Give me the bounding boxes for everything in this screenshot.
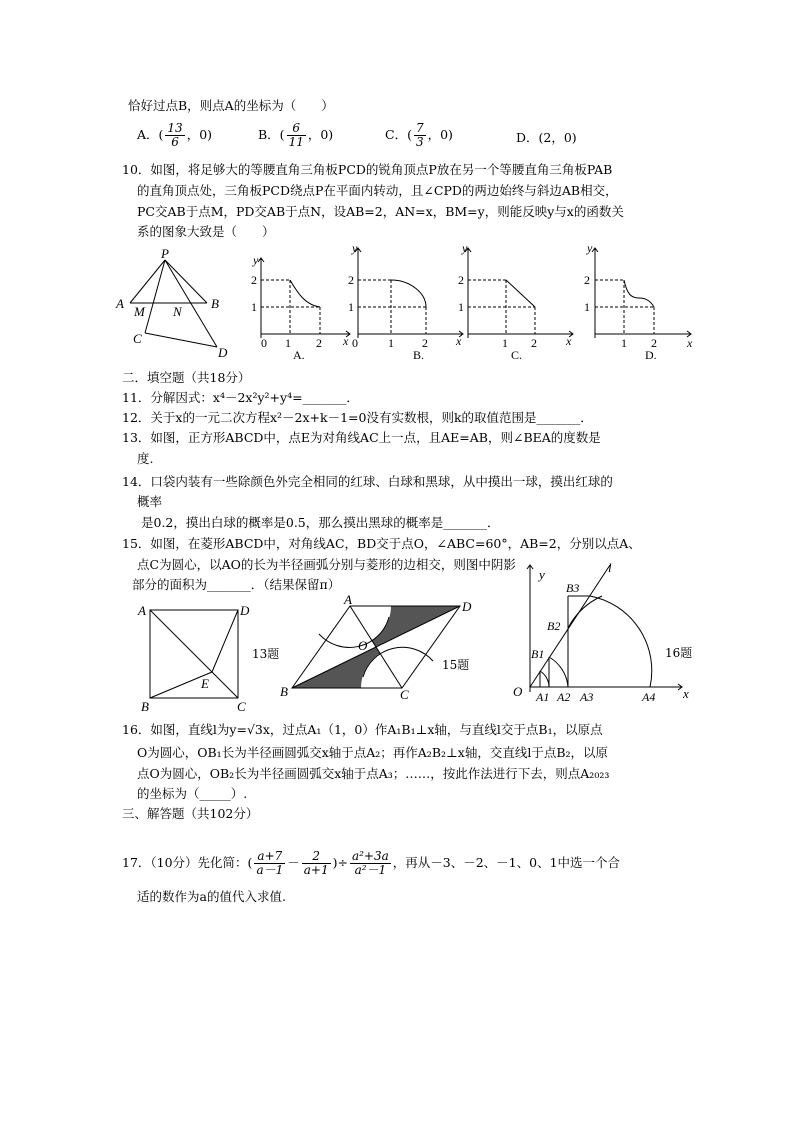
q10-line1: 10．如图，将足够大的等腰直角三角板PCD的锐角顶点P放在另一个等腰直角三角板PAB <box>122 162 613 177</box>
svg-text:2: 2 <box>251 273 257 287</box>
graph-c-caption: C. <box>511 348 523 362</box>
section-3-heading: 三、解答题（共102分） <box>122 806 259 821</box>
q9-option-a: A．( $\frac{13}{6}$ ，0) <box>137 121 213 149</box>
svg-text:A3: A3 <box>580 690 594 704</box>
svg-text:O: O <box>358 638 368 653</box>
svg-text:2: 2 <box>316 336 322 350</box>
svg-text:1: 1 <box>285 336 291 350</box>
q10-graph-c <box>458 238 578 363</box>
q9-option-d: D．(2，0) <box>516 130 577 145</box>
svg-text:y: y <box>539 567 545 582</box>
svg-text:B1: B1 <box>531 647 545 661</box>
svg-text:A: A <box>344 592 352 607</box>
q15-line3: 部分的面积为_______．（结果保留π） <box>132 577 341 592</box>
svg-text:1: 1 <box>621 336 627 350</box>
fig10-label-a: A <box>116 296 124 311</box>
svg-text:A2: A2 <box>557 690 571 704</box>
svg-text:1: 1 <box>348 300 354 314</box>
svg-text:B: B <box>280 684 288 699</box>
svg-text:x: x <box>687 336 693 350</box>
q10-line3: PC交AB于点M，PD交AB于点N，设AB=2，AN=x，BM=y，则能反映y与x的函数关 <box>137 204 624 219</box>
q16-line2: O为圆心，OB₁长为半径画圆弧交x轴于点A₂；再作A₂B₂⊥x轴，交直线l于点B₂，以原 <box>137 745 609 760</box>
q9-tail: 恰好过点B，则点A的坐标为（ ） <box>128 98 334 113</box>
fig10-label-p: P <box>161 246 169 261</box>
fig16-line-arcs <box>510 560 700 705</box>
svg-text:2: 2 <box>458 273 464 287</box>
svg-text:O: O <box>513 684 523 699</box>
svg-text:1: 1 <box>251 300 257 314</box>
svg-text:x: x <box>683 686 689 701</box>
fig10-label-b: B <box>211 296 219 311</box>
q17-line2: 适的数作为a的值代入求值. <box>137 889 286 904</box>
q12: 12．关于x的一元二次方程x²－2x+k－1=0没有实数根，则k的取值范围是_______． <box>122 410 593 425</box>
svg-text:1: 1 <box>458 300 464 314</box>
graph-b-caption: B. <box>413 348 425 362</box>
svg-text:D: D <box>240 603 250 618</box>
q10-graph-b <box>348 238 468 363</box>
svg-text:1: 1 <box>388 336 394 350</box>
svg-text:A: A <box>138 603 146 618</box>
svg-text:1: 1 <box>502 336 508 350</box>
svg-text:0: 0 <box>352 336 358 350</box>
svg-text:y: y <box>587 241 593 255</box>
svg-text:1: 1 <box>584 300 590 314</box>
fig15-caption: 15题 <box>442 658 470 672</box>
q14-line2: 概率 <box>137 494 163 509</box>
svg-text:2: 2 <box>531 336 537 350</box>
svg-text:x: x <box>343 334 349 348</box>
fig10-label-d: D <box>218 345 228 360</box>
q15-line1: 15．如图，在菱形ABCD中，对角线AC，BD交于点O，∠ABC=60°，AB=2，分别以点A、 <box>122 536 641 551</box>
fig10-label-c: C <box>133 331 142 346</box>
q16-line1: 16．如图，直线l为y=√3x，过点A₁（1，0）作A₁B₁⊥x轴，与直线l交于点B₁，以原点 <box>122 722 603 737</box>
svg-text:x: x <box>456 334 462 348</box>
q10-graph-a <box>245 248 355 363</box>
svg-text:y: y <box>253 253 259 267</box>
fig10-label-n: N <box>173 304 182 319</box>
q10-line4: 系的图象大致是（ ） <box>137 224 275 239</box>
fig15-rhombus <box>278 592 478 704</box>
fig13-caption: 13题 <box>252 647 280 661</box>
fig10-label-m: M <box>134 304 145 319</box>
svg-text:y: y <box>352 241 358 255</box>
svg-text:E: E <box>201 676 209 691</box>
svg-text:A1: A1 <box>536 690 550 704</box>
q16-line4: 的坐标为（_____）. <box>137 786 248 801</box>
q10-graph-d <box>573 238 698 363</box>
q13-line2: 度. <box>137 451 154 466</box>
svg-text:2: 2 <box>422 336 428 350</box>
svg-text:C: C <box>400 687 409 702</box>
svg-text:D: D <box>462 599 472 614</box>
svg-text:0: 0 <box>261 336 267 350</box>
q14-line1: 14．口袋内装有一些除颜色外完全相同的红球、白球和黑球，从中摸出一球，摸出红球的 <box>122 474 613 489</box>
svg-text:x: x <box>566 334 572 348</box>
graph-a-caption: A. <box>293 348 305 362</box>
svg-text:l: l <box>608 560 612 575</box>
q9-option-c: C．( $\frac{7}{3}$ ，0) <box>385 121 453 149</box>
q15-line2: 点C为圆心，以AO的长为半径画弧分别与菱形的边相交，则图中阴影 <box>137 557 516 572</box>
q14-line3: 是0.2，摸出白球的概率是0.5，那么摸出黑球的概率是_______． <box>141 515 500 530</box>
svg-text:y: y <box>462 241 468 255</box>
graph-d-caption: D. <box>645 348 657 362</box>
fig16-caption: 16题 <box>665 646 693 660</box>
svg-text:2: 2 <box>348 273 354 287</box>
svg-text:B: B <box>141 699 149 714</box>
svg-text:C: C <box>237 699 246 714</box>
svg-text:2: 2 <box>651 336 657 350</box>
svg-text:A4: A4 <box>642 690 656 704</box>
q11: 11．分解因式：x⁴－2x²y²+y⁴=_______． <box>122 390 359 405</box>
q13-line1: 13．如图，正方形ABCD中，点E为对角线AC上一点，且AE=AB，则∠BEA的度数是 <box>122 430 601 445</box>
q10-line2: 的直角顶点处，三角板PCD绕点P在平面内转动，且∠CPD的两边始终与斜边AB相交， <box>137 183 618 198</box>
q17-line1: 17．（10分）先化简：( $\frac{a+7}{a-1}$ － $\frac{2}{a+1}$ )÷ $\frac{\text{a²+3a}}{\text{a²－1}}$ ，再从－3、－2、－1、0、1中选一个合 <box>122 849 621 877</box>
q10-triangle-figure <box>110 248 240 363</box>
svg-text:B3: B3 <box>566 581 580 595</box>
svg-text:B2: B2 <box>547 619 561 633</box>
q16-line3: 点O为圆心，OB₂长为半径画圆弧交x轴于点A₃；……，按此作法进行下去，则点A₂₀₂₃ <box>137 766 610 781</box>
svg-text:2: 2 <box>584 273 590 287</box>
q9-option-b: B．( $\frac{6}{11}$ ，0) <box>258 121 334 149</box>
section-2-heading: 二．填空题（共18分） <box>122 370 251 385</box>
